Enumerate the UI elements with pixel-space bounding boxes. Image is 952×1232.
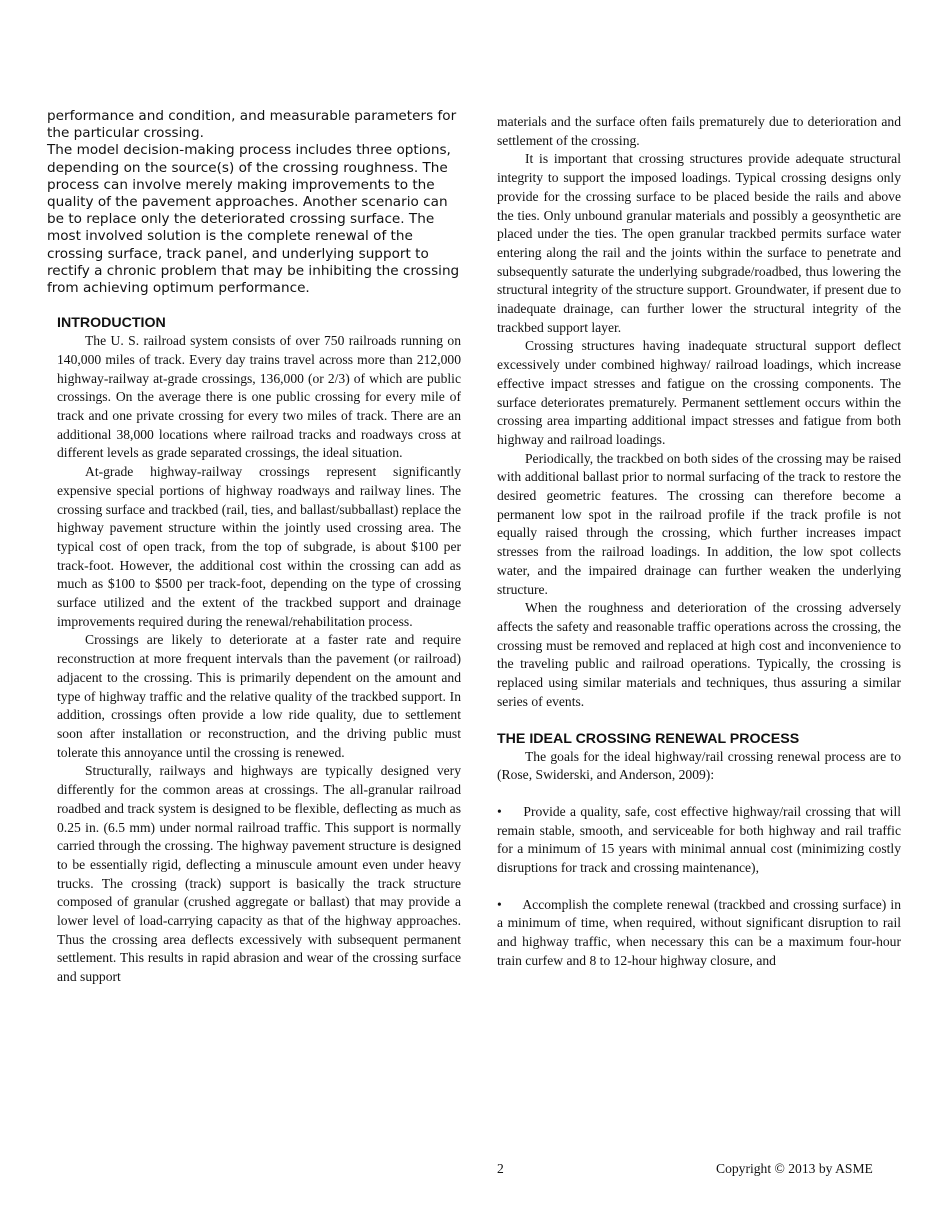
renewal-intro [497, 748, 901, 785]
body-paragraph-continuation: materials and the surface often fails prematurely due to deterioration and settlement of the crossing. [497, 114, 901, 148]
bullet-text: Accomplish the complete renewal (trackbed and crossing surface) in a minimum of time, when required, without significant disruption to rail and highway traffic, when necessary this can be a maximum four-hour train curfew and 8 to 12-hour highway closure, and [497, 896, 901, 968]
introduction-body [57, 332, 461, 987]
bullet-text: Provide a quality, safe, cost effective highway/rail crossing that will remain stable, smooth, and serviceable for both highway and rail traffic for a minimum of 15 years with minimal annual cost (minimizing costly disruptions for track and crossing maintenance), [497, 803, 901, 876]
body-paragraph: Structurally, railways and highways are typically designed very differently for the common areas at crossings. The all-granular railroad roadbed and track system is designed to be flexible, deflecting as much as 0.25 in. (6.5 mm) under normal railroad traffic. This support is normally carried through the crossing. The highway pavement structure is designed to be essentially rigid, deflecting a minuscule amount even under heavy trucks. The crossing (track) support is basically the track structure composed of granular (crushed aggregate or ballast) that may provide a lower level of load-carrying capacity as that of the highway approaches. Thus the crossing area deflects excessively with subsequent permanent settlement. This results in rapid abrasion and wear of the crossing surface and support [57, 763, 461, 985]
body-paragraph: At-grade highway-railway crossings represent significantly expensive special portions of highway roadways and railway lines. The crossing surface and trackbed (rail, ties, and ballast/subballast) replace the highway pavement structure within the jointly used crossing area. The typical cost of open track, from the top of subgrade, is about $100 per track-foot. However, the additional cost within the crossing can add as much as $100 to $500 per track-foot, depending on the type of crossing surface utilized and the extent of the trackbed support and drainage improvements required during the renewal/rehabilitation process. [57, 464, 461, 629]
right-column [497, 113, 901, 971]
body-paragraph: The U. S. railroad system consists of over 750 railroads running on 140,000 miles of track. Every day trains travel across more than 212,000 highway-railway at-grade crossings, 136,000 (or 2/3) of which are public crossings. On the average there is one public crossing for every mile of track and one private crossing for every two miles of track. There are an additional 38,000 locations where railroad tracks and roadways cross at different levels as grade separated crossings, the ideal situation. [57, 333, 461, 461]
copyright-notice: Copyright © 2013 by ASME [716, 1161, 873, 1176]
bullet-symbol: • [497, 803, 502, 819]
bullet-item [497, 803, 901, 878]
abstract-tail [47, 108, 461, 297]
right-column-body [497, 113, 901, 712]
bullet-symbol: • [497, 896, 502, 912]
section-heading-introduction: INTRODUCTION [57, 315, 166, 332]
body-paragraph: Crossings are likely to deteriorate at a faster rate and require reconstruction at more frequent intervals than the pavement (or railroad) adjacent to the crossing. This is primarily dependent on the amount and type of highway traffic and the relative quality of the trackbed support. In addition, crossings often provide a low ride quality, due to settlement soon after installation or reconstruction, and the driving public must tolerate this annoyance until the crossing is renewed. [57, 632, 461, 760]
section-heading-renewal-process: THE IDEAL CROSSING RENEWAL PROCESS [497, 730, 800, 747]
body-paragraph: Periodically, the trackbed on both sides of the crossing may be raised with additional ballast prior to normal surfacing of the track to restore the desired geometric features. The crossing can therefore become a permanent low spot in the railroad profile if the track profile is not equally raised through the crossing, which further increases impact stresses from the railroad loadings. In addition, the low spot collects water, and the impaired drainage can further weaken the underlying structure. [497, 450, 901, 597]
bullet-item [497, 896, 901, 971]
body-paragraph: The goals for the ideal highway/rail crossing renewal process are to (Rose, Swiderski, and Anderson, 2009): [497, 748, 901, 783]
body-paragraph: Crossing structures having inadequate structural support deflect excessively under combined highway/ railroad loadings, which increase effective impact stresses and fatigue on the crossing components. The surface deteriorates prematurely. Permanent settlement occurs within the crossing area imparting additional impact stresses and fatigue from both highway and railroad loadings. [497, 338, 901, 447]
body-paragraph: It is important that crossing structures provide adequate structural integrity to support the imposed loadings. Typical crossing designs only provide for the crossing surface to be placed beside the rails and above the ties. Only unbound granular materials and possibly a geosynthetic are placed under the ties. The open granular trackbed permits surface water entering along the rail and the joints within the surface to penetrate and subsequently saturate the underlying subgrade/roadbed, thus lowering the structural integrity of the structure support. Groundwater, if present due to inadequate drainage, can further lower the structural integrity of the trackbed support layer. [497, 151, 901, 335]
body-paragraph: When the roughness and deterioration of the crossing adversely affects the safety and reasonable traffic operations across the crossing, the crossing must be removed and replaced at high cost and inconvenience to the traveling public and railroad operations. Typically, the crossing is replaced using similar materials and techniques, thus assuring a similar series of events. [497, 600, 901, 709]
page-number: 2 [497, 1161, 504, 1176]
abstract-paragraph: The model decision-making process includes three options, depending on the source(s) of the crossing roughness. The process can involve merely making improvements to the quality of the pavement approaches. Another scenario can be to replace only the deteriorated crossing surface. The most involved solution is the complete renewal of the crossing surface, track panel, and underlying support to rectify a chronic problem that may be inhibiting the crossing from achieving optimum performance. [47, 142, 460, 297]
abstract-line: performance and condition, and measurable parameters for the particular crossing. [47, 108, 457, 142]
left-column [47, 108, 461, 987]
